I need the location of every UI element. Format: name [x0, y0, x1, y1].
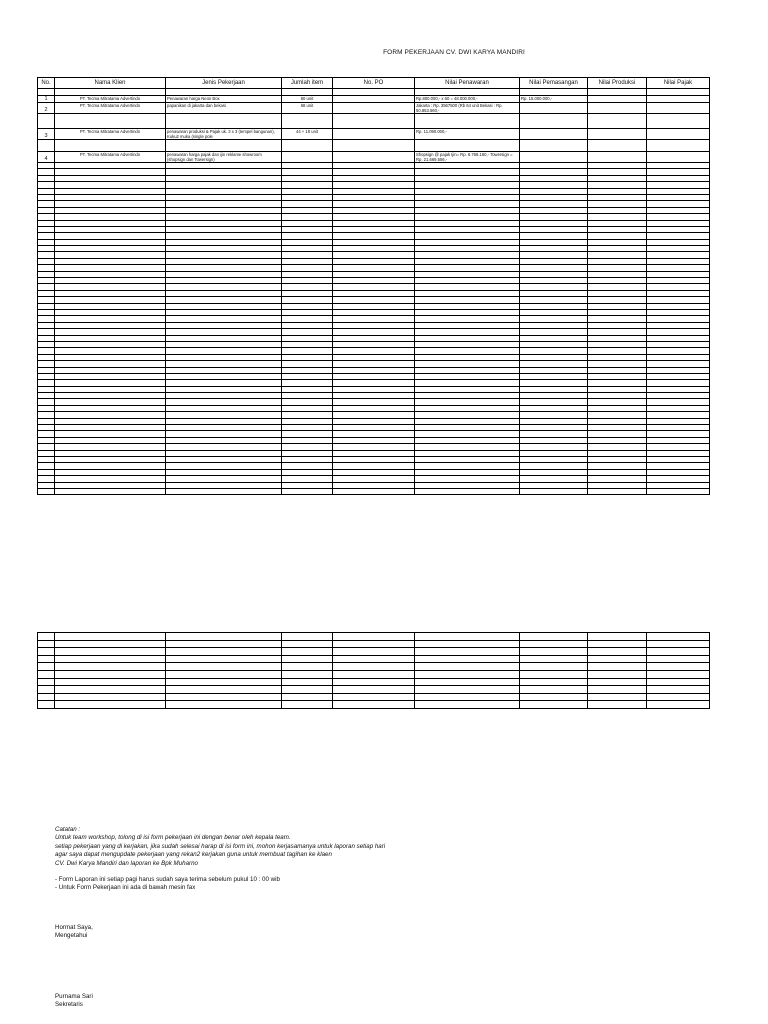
cell-nilai-produksi [588, 89, 647, 96]
cell-no [38, 693, 55, 701]
cell-nilai-penawaran [415, 678, 520, 686]
cell-nama-klien [55, 140, 166, 152]
col-header-jenis-pekerjaan: Jenis Pekerjaan [166, 78, 282, 89]
cell-nilai-pemasangan [520, 655, 588, 663]
cell-no [38, 655, 55, 663]
signature-block [55, 993, 93, 1010]
notes-line: CV. Dwi Karya Mandiri dan laporan ke Bpk Muharno [55, 859, 198, 867]
closing-line: Hormat Saya, [55, 924, 93, 931]
cell-nilai-produksi [588, 152, 647, 163]
cell-no-po [333, 488, 415, 494]
cell-nilai-pemasangan [520, 633, 588, 641]
cell-jumlah-item [282, 678, 333, 686]
empty-row [38, 678, 710, 686]
cell-jenis-pekerjaan [166, 655, 282, 663]
cell-no-po [333, 655, 415, 663]
cell-no-po [333, 103, 415, 114]
cell-jumlah-item [282, 140, 333, 152]
secondary-form-table [37, 632, 710, 709]
cell-no [38, 114, 55, 129]
cell-nilai-produksi [588, 655, 647, 663]
empty-row [38, 89, 710, 96]
empty-row [38, 648, 710, 656]
cell-no [38, 89, 55, 96]
cell-nilai-produksi [588, 129, 647, 140]
cell-jumlah-item [282, 701, 333, 709]
work-form-table [37, 77, 710, 495]
cell-no: 2 [38, 103, 55, 114]
cell-nilai-pajak [647, 670, 710, 678]
cell-jenis-pekerjaan [166, 89, 282, 96]
cell-nilai-pajak [647, 686, 710, 694]
page-title: FORM PEKERJAAN CV. DWI KARYA MANDIRI [383, 49, 525, 56]
cell-nama-klien [55, 488, 166, 494]
cell-no-po [333, 152, 415, 163]
empty-row [38, 655, 710, 663]
cell-nilai-penawaran [415, 701, 520, 709]
table-row [38, 129, 710, 140]
col-header-nilai-penawaran: Nilai Penawaran [415, 78, 520, 89]
cell-jumlah-item [282, 89, 333, 96]
col-header-no: No. [38, 78, 55, 89]
cell-nilai-produksi [588, 693, 647, 701]
cell-nilai-pajak [647, 96, 710, 103]
cell-no-po [333, 693, 415, 701]
cell-jumlah-item [282, 648, 333, 656]
cell-jumlah-item [282, 686, 333, 694]
notes-line: Untuk team workshop, tolong di isi form pekerjaan ini dengan benar oleh kepala team. [55, 834, 291, 842]
cell-no-po [333, 648, 415, 656]
cell-nilai-pemasangan [520, 488, 588, 494]
cell-no [38, 140, 55, 152]
cell-no [38, 686, 55, 694]
cell-nilai-produksi [588, 663, 647, 671]
cell-nilai-pemasangan [520, 114, 588, 129]
cell-nilai-pemasangan [520, 678, 588, 686]
cell-no-po [333, 670, 415, 678]
empty-row [38, 488, 710, 494]
cell-jumlah-item: 60 unit [282, 96, 333, 103]
cell-nilai-pajak [647, 488, 710, 494]
cell-no-po [333, 129, 415, 140]
cell-no-po [333, 678, 415, 686]
col-header-nama-klien: Nama Klien [55, 78, 166, 89]
cell-nilai-pajak [647, 140, 710, 152]
cell-jenis-pekerjaan [166, 648, 282, 656]
cell-no-po [333, 114, 415, 129]
cell-nama-klien [55, 686, 166, 694]
cell-no [38, 663, 55, 671]
cell-no-po [333, 640, 415, 648]
cell-nilai-pemasangan [520, 670, 588, 678]
cell-nilai-penawaran [415, 686, 520, 694]
cell-nilai-penawaran [415, 140, 520, 152]
cell-nilai-produksi [588, 114, 647, 129]
cell-nilai-produksi [588, 678, 647, 686]
cell-no: 4 [38, 152, 55, 163]
cell-nilai-penawaran [415, 693, 520, 701]
empty-row [38, 686, 710, 694]
empty-row [38, 114, 710, 129]
cell-jenis-pekerjaan [166, 663, 282, 671]
cell-no-po [333, 140, 415, 152]
notes-section [55, 826, 455, 893]
cell-nilai-produksi [588, 140, 647, 152]
cell-no [38, 678, 55, 686]
cell-nama-klien [55, 640, 166, 648]
cell-nama-klien [55, 663, 166, 671]
cell-nilai-pemasangan [520, 89, 588, 96]
cell-jenis-pekerjaan: papanikan di jakarta dan bekasi [166, 103, 282, 114]
cell-nilai-penawaran: Rp. 11.090.000,- [415, 129, 520, 140]
cell-nilai-pajak [647, 701, 710, 709]
cell-nama-klien [55, 670, 166, 678]
table-row [38, 103, 710, 114]
cell-nilai-penawaran: Shopsign @ pajak Ijin= Rp. 6.768.160,- Towersign = Rp. 21.669.556,- [415, 152, 520, 163]
cell-no [38, 670, 55, 678]
empty-row [38, 693, 710, 701]
notes-bullet: - Untuk Form Pekerjaan ini ada di bawah mesin fax [55, 884, 196, 892]
col-header-jumlah-item: Jumlah item [282, 78, 333, 89]
cell-nilai-pemasangan [520, 663, 588, 671]
cell-no [38, 633, 55, 641]
cell-no-po [333, 89, 415, 96]
cell-jenis-pekerjaan: penawaran harga pajak dan ijin reklame showroom (shopsign dan Towersign) [166, 152, 282, 163]
empty-row [38, 633, 710, 641]
cell-nama-klien [55, 648, 166, 656]
cell-nilai-penawaran: Rp.800.000,- x 60 = 48.000.000,- [415, 96, 520, 103]
cell-jumlah-item: 44 + 18 unit [282, 129, 333, 140]
cell-nilai-penawaran [415, 633, 520, 641]
cell-no [38, 648, 55, 656]
cell-jenis-pekerjaan [166, 140, 282, 152]
cell-jenis-pekerjaan [166, 701, 282, 709]
cell-nilai-penawaran [415, 488, 520, 494]
cell-nama-klien [55, 693, 166, 701]
empty-row [38, 640, 710, 648]
cell-jumlah-item [282, 488, 333, 494]
cell-nilai-penawaran [415, 648, 520, 656]
notes-line: setiap pekerjaan yang di kerjakan, jika sudah selesai harap di isi form ini, mohon kerjasamanya untuk laporan setiap hari [55, 842, 386, 850]
cell-nilai-pajak [647, 678, 710, 686]
cell-jumlah-item [282, 693, 333, 701]
cell-nilai-pemasangan [520, 701, 588, 709]
cell-jenis-pekerjaan [166, 114, 282, 129]
cell-nilai-penawaran [415, 89, 520, 96]
cell-nilai-pajak [647, 89, 710, 96]
signature-name: Purnama Sari [55, 993, 93, 1000]
cell-jumlah-item [282, 663, 333, 671]
cell-nilai-pemasangan [520, 103, 588, 114]
cell-nama-klien [55, 701, 166, 709]
cell-no-po [333, 633, 415, 641]
notes-line: agar saya dapat mengupdate pekerjaan yang rekan2 kerjakan guna untuk membuat tagihan ke klaen [55, 851, 332, 859]
cell-nama-klien [55, 89, 166, 96]
cell-nilai-pajak [647, 633, 710, 641]
cell-no-po [333, 663, 415, 671]
table-row [38, 96, 710, 103]
cell-jumlah-item [282, 670, 333, 678]
cell-jenis-pekerjaan: penawaran produksi & Pajak uk. 3 x 3 (tempel bangunan), Kuku2 muka (single pole [166, 129, 282, 140]
cell-nama-klien: PT. Tecma Mitratama Advertindo [55, 96, 166, 103]
empty-row [38, 140, 710, 152]
cell-jumlah-item [282, 152, 333, 163]
empty-row [38, 663, 710, 671]
cell-no-po [333, 686, 415, 694]
cell-no [38, 701, 55, 709]
cell-nilai-pemasangan [520, 140, 588, 152]
cell-no: 3 [38, 129, 55, 140]
cell-jenis-pekerjaan [166, 678, 282, 686]
cell-nilai-penawaran [415, 655, 520, 663]
cell-jenis-pekerjaan [166, 693, 282, 701]
cell-jenis-pekerjaan [166, 686, 282, 694]
cell-nilai-produksi [588, 686, 647, 694]
cell-nilai-pemasangan [520, 640, 588, 648]
cell-jenis-pekerjaan: Penawaran harga Neon Box [166, 96, 282, 103]
cell-no [38, 640, 55, 648]
cell-nilai-pemasangan [520, 152, 588, 163]
cell-jenis-pekerjaan [166, 640, 282, 648]
cell-jenis-pekerjaan [166, 633, 282, 641]
cell-jumlah-item [282, 640, 333, 648]
cell-nilai-produksi [588, 96, 647, 103]
cell-nilai-pemasangan [520, 648, 588, 656]
cell-nilai-pemasangan: Rp. 15.000.000,- [520, 96, 588, 103]
cell-nama-klien [55, 678, 166, 686]
header-row [38, 78, 710, 89]
cell-nilai-produksi [588, 488, 647, 494]
cell-nilai-pemasangan [520, 129, 588, 140]
cell-nilai-pajak [647, 693, 710, 701]
cell-nilai-penawaran [415, 640, 520, 648]
cell-nilai-pajak [647, 114, 710, 129]
cell-nama-klien: PT. Tecma Mitratama Advertindo [55, 103, 166, 114]
cell-no: 1 [38, 96, 55, 103]
cell-nilai-penawaran [415, 114, 520, 129]
cell-nama-klien [55, 655, 166, 663]
col-header-nilai-produksi: Nilai Produksi [588, 78, 647, 89]
cell-nilai-produksi [588, 633, 647, 641]
cell-nama-klien: PT. Tecma Mitratama Advertindo [55, 152, 166, 163]
cell-jumlah-item [282, 114, 333, 129]
cell-nilai-penawaran: Jakarta : Rp. 3567500 (Rb 64 unit Bekasi : Rp. 50.853.560,- [415, 103, 520, 114]
cell-no-po [333, 96, 415, 103]
cell-nilai-pajak [647, 103, 710, 114]
col-header-nilai-pajak: Nilai Pajak [647, 78, 710, 89]
notes-bullet: - Form Laporan ini setiap pagi harus sudah saya terima sebelum pukul 10 : 00 wib [55, 876, 280, 884]
notes-label: Catatan : [55, 826, 81, 833]
cell-nilai-produksi [588, 648, 647, 656]
cell-nilai-pajak [647, 648, 710, 656]
cell-jumlah-item [282, 633, 333, 641]
cell-no [38, 488, 55, 494]
cell-nilai-produksi [588, 701, 647, 709]
signature-role: Sekretaris [55, 1001, 83, 1009]
cell-nilai-produksi [588, 670, 647, 678]
cell-nilai-pajak [647, 655, 710, 663]
table-row [38, 152, 710, 163]
col-header-no-po: No. PO [333, 78, 415, 89]
cell-nilai-pajak [647, 640, 710, 648]
empty-row [38, 670, 710, 678]
cell-jumlah-item [282, 655, 333, 663]
cell-nilai-pajak [647, 663, 710, 671]
cell-nilai-pajak [647, 129, 710, 140]
cell-nilai-pemasangan [520, 686, 588, 694]
cell-jenis-pekerjaan [166, 488, 282, 494]
cell-nilai-penawaran [415, 670, 520, 678]
cell-nama-klien: PT. Tecma Mitratama Advertindo [55, 129, 166, 140]
col-header-nilai-pemasangan: Nilai Pemasangan [520, 78, 588, 89]
cell-jumlah-item: 68 unit [282, 103, 333, 114]
cell-nama-klien [55, 633, 166, 641]
cell-nilai-pemasangan [520, 693, 588, 701]
cell-nilai-penawaran [415, 663, 520, 671]
cell-nilai-produksi [588, 103, 647, 114]
closing-block [55, 924, 93, 941]
cell-no-po [333, 701, 415, 709]
cell-nilai-pajak [647, 152, 710, 163]
closing-line: Mengetahui [55, 932, 88, 940]
cell-nama-klien [55, 114, 166, 129]
cell-jenis-pekerjaan [166, 670, 282, 678]
cell-nilai-produksi [588, 640, 647, 648]
empty-row [38, 701, 710, 709]
